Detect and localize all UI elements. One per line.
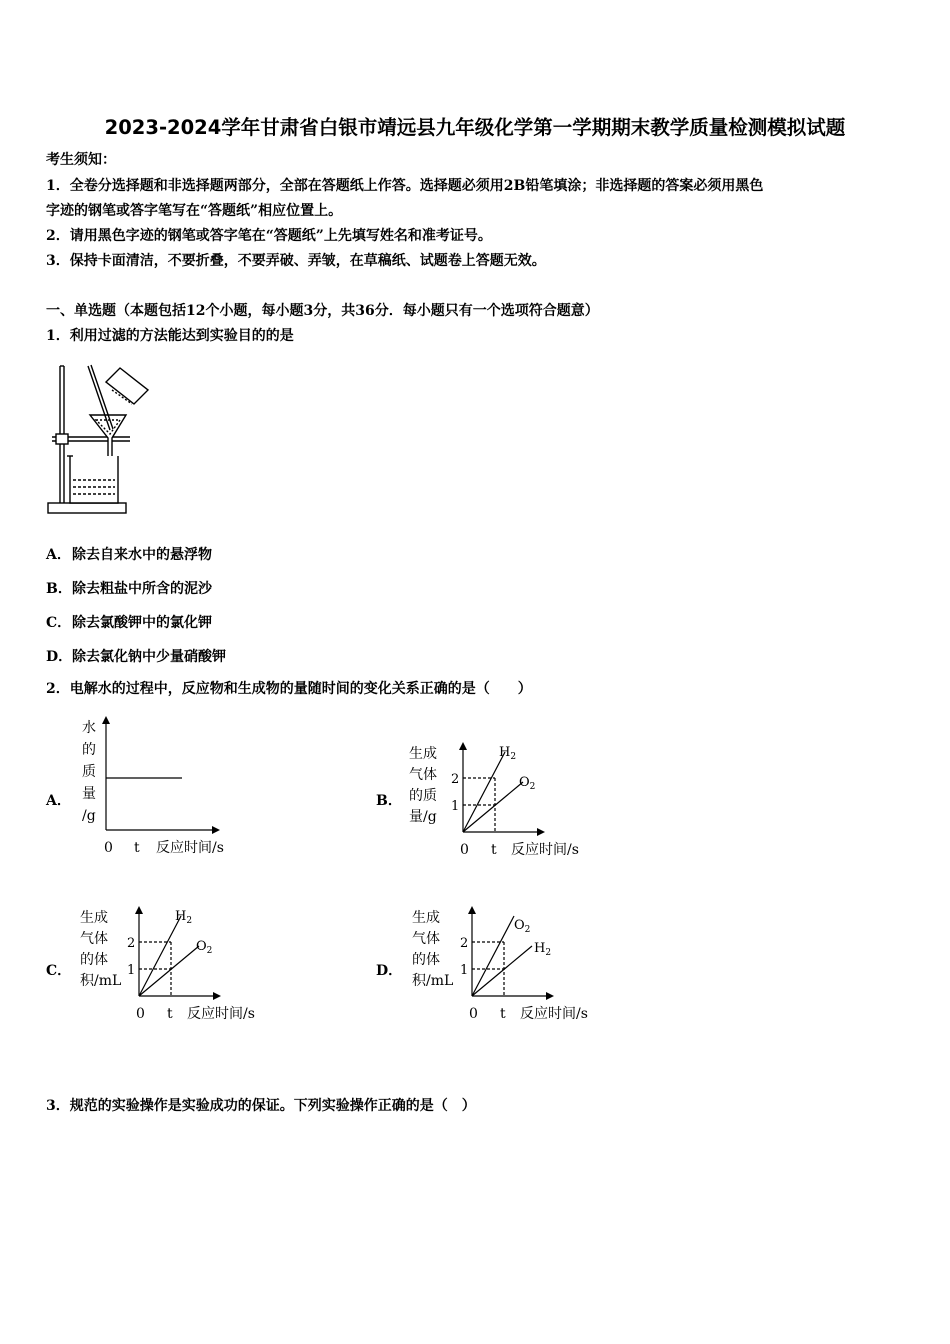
y-label-2: 气体 xyxy=(80,931,108,947)
y-label-2: 的 xyxy=(82,742,96,758)
y-label-2: 气体 xyxy=(412,931,440,947)
question-3-stem: 3．规范的实验操作是实验成功的保证。下列实验操作正确的是（ ） xyxy=(46,1098,476,1114)
t-label: t xyxy=(134,840,140,856)
y-label-5: /g xyxy=(82,808,96,824)
t-label: t xyxy=(491,842,497,858)
origin-label: 0 xyxy=(136,1006,145,1022)
option-text: 除去自来水中的悬浮物 xyxy=(72,547,212,563)
q2-graph-a[interactable] xyxy=(70,712,260,862)
y-label-1: 生成 xyxy=(412,910,440,926)
o2-line xyxy=(139,946,199,996)
o2-label: $O_2$ xyxy=(196,939,213,956)
filtration-apparatus-illustration xyxy=(40,360,150,520)
y-label-1: 水 xyxy=(82,720,96,736)
q2-graph-b[interactable] xyxy=(405,738,605,862)
o2-line xyxy=(472,916,514,996)
h2-label: $H_2$ xyxy=(499,745,517,762)
q2-option-c-label[interactable]: C． xyxy=(46,963,72,979)
q1-option-b[interactable] xyxy=(46,578,212,598)
question-1-stem: 1．利用过滤的方法能达到实验目的的是 xyxy=(46,328,294,344)
q2-option-b-label[interactable]: B． xyxy=(376,793,402,809)
question-2-stem: 2．电解水的过程中，反应物和生成物的量随时间的变化关系正确的是（ ） xyxy=(46,681,532,697)
notice-item-1: 1．全卷分选择题和非选择题两部分，全部在答题纸上作答。选择题必须用2B铅笔填涂；非选择题的答案必须用黑色 xyxy=(46,178,764,194)
t-label: t xyxy=(500,1006,506,1022)
h2-line xyxy=(139,916,181,996)
y-label-3: 的质 xyxy=(409,788,437,804)
exam-title: 2023-2024学年甘肃省白银市靖远县九年级化学第一学期期末教学质量检测模拟试题 xyxy=(104,116,846,139)
option-text: 除去氯酸钾中的氯化钾 xyxy=(72,615,212,631)
y-label-2: 气体 xyxy=(409,767,437,783)
q2-option-d-label[interactable]: D． xyxy=(376,963,403,979)
y-label-4: 量 xyxy=(82,786,96,802)
origin-label: 0 xyxy=(460,842,469,858)
tick-2: 2 xyxy=(460,936,469,951)
section-heading: 一、单选题（本题包括12个小题，每小题3分，共36分．每小题只有一个选项符合题意） xyxy=(46,303,599,319)
y-label-4: 积/mL xyxy=(412,973,454,989)
option-key: D． xyxy=(46,649,73,665)
q2-graph-c[interactable] xyxy=(76,902,276,1026)
option-text: 除去氯化钠中少量硝酸钾 xyxy=(72,649,226,665)
h2-label: $H_2$ xyxy=(175,909,193,926)
notice-item-3: 3．保持卡面清洁，不要折叠，不要弄破、弄皱，在草稿纸、试题卷上答题无效。 xyxy=(46,253,546,269)
o2-line xyxy=(463,782,523,832)
h2-line xyxy=(463,752,505,832)
y-label-1: 生成 xyxy=(80,910,108,926)
x-axis-label: 反应时间/s xyxy=(187,1006,255,1022)
tick-1: 1 xyxy=(460,963,469,978)
option-text: 除去粗盐中所含的泥沙 xyxy=(72,581,212,597)
y-label-3: 的体 xyxy=(412,952,440,968)
y-label-3: 质 xyxy=(82,764,96,780)
h2-label: $H_2$ xyxy=(534,941,552,958)
origin-label: 0 xyxy=(104,840,113,856)
x-axis-label: 反应时间/s xyxy=(511,842,579,858)
y-label-4: 量/g xyxy=(409,809,437,825)
o2-label: $O_2$ xyxy=(519,775,536,792)
tick-2: 2 xyxy=(127,936,136,951)
option-key: A． xyxy=(46,547,71,563)
y-label-4: 积/mL xyxy=(80,973,122,989)
q1-option-a[interactable] xyxy=(46,544,212,564)
y-label-3: 的体 xyxy=(80,952,108,968)
origin-label: 0 xyxy=(469,1006,478,1022)
y-label-1: 生成 xyxy=(409,746,437,762)
o2-label: $O_2$ xyxy=(514,918,531,935)
q1-option-c[interactable] xyxy=(46,612,212,632)
q2-graph-d[interactable] xyxy=(408,902,608,1026)
q1-option-d[interactable] xyxy=(46,646,226,666)
h2-line xyxy=(472,946,532,996)
option-key: C． xyxy=(46,615,72,631)
tick-1: 1 xyxy=(127,963,136,978)
notice-item-1-cont: 字迹的钢笔或答字笔写在“答题纸”相应位置上。 xyxy=(46,203,343,219)
tick-1: 1 xyxy=(451,799,460,814)
q2-option-a-label[interactable]: A． xyxy=(46,793,71,809)
option-key: B． xyxy=(46,581,72,597)
x-axis-label: 反应时间/s xyxy=(156,840,224,856)
notice-item-2: 2．请用黑色字迹的钢笔或答字笔在“答题纸”上先填写姓名和准考证号。 xyxy=(46,228,492,244)
x-axis-label: 反应时间/s xyxy=(520,1006,588,1022)
notice-heading: 考生须知： xyxy=(46,152,116,168)
tick-2: 2 xyxy=(451,772,460,787)
t-label: t xyxy=(167,1006,173,1022)
